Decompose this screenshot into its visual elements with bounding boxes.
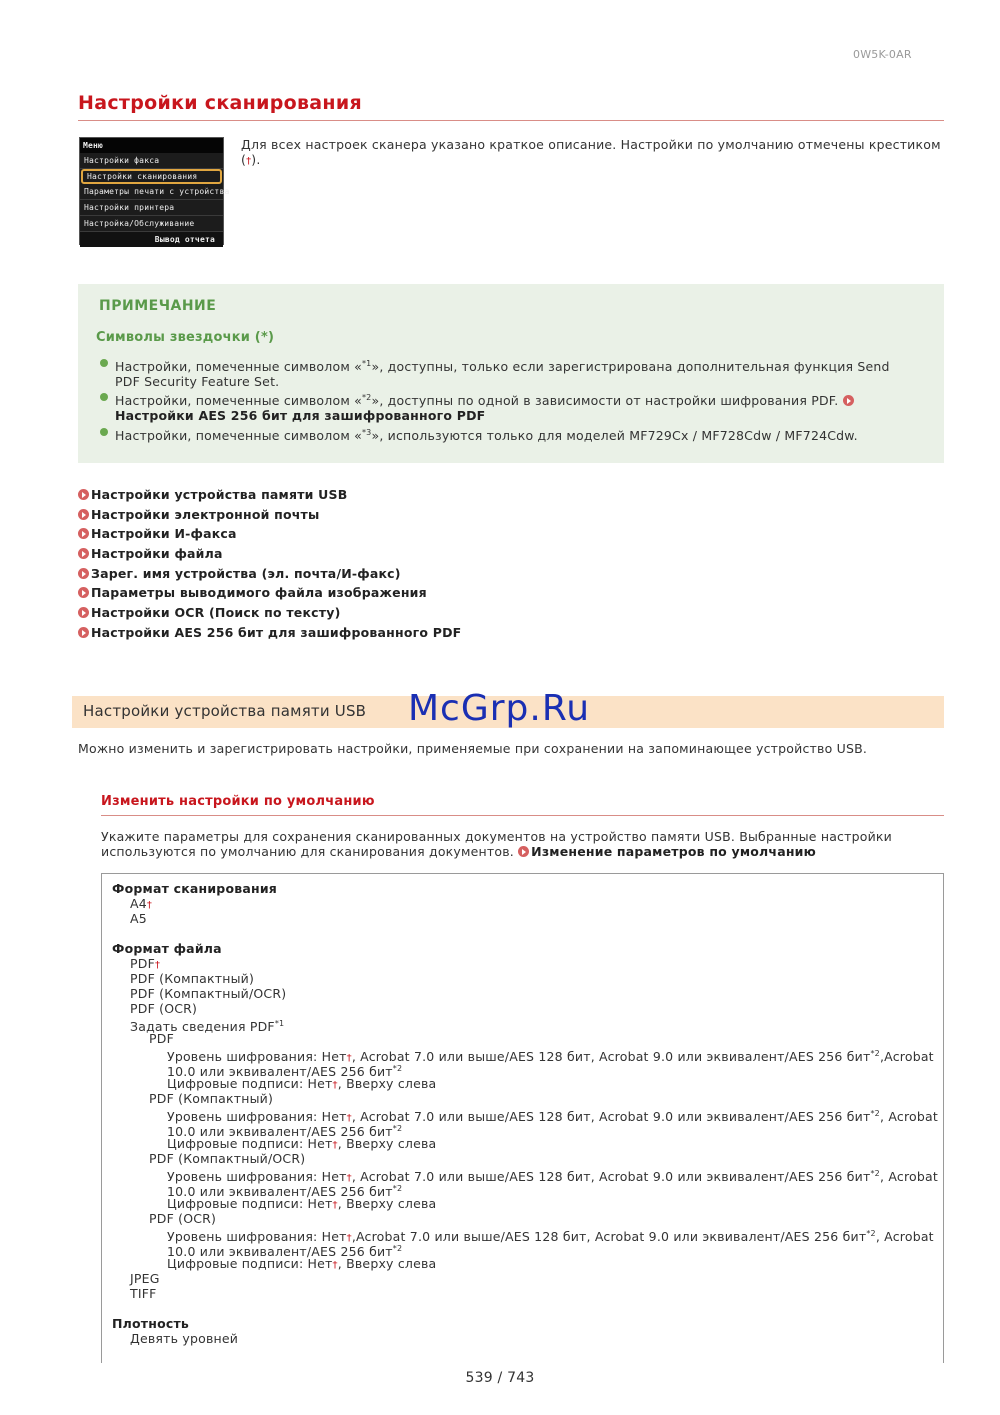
default-mark: †	[246, 156, 252, 167]
toc-link[interactable]: Настройки файла	[78, 546, 223, 561]
encryption-level-cont: 10.0 или эквивалент/AES 256 бит$^{*2}$	[167, 1184, 403, 1199]
note-item: Настройки, помеченные символом «$^{*3}$», используются только для моделей MF729Cx / MF728Cdw / MF724Cdw.	[100, 425, 910, 443]
bullet-icon	[100, 428, 108, 436]
document-id: 0W5K-0AR	[853, 48, 912, 61]
option-value: A5	[130, 911, 147, 926]
arrow-icon	[78, 607, 89, 618]
toc-link[interactable]: Настройки AES 256 бит для зашифрованного PDF	[78, 625, 461, 640]
option-subvalue: PDF (Компактный/OCR)	[149, 1151, 306, 1166]
option-value: PDF†	[130, 956, 161, 971]
subsection-title: Изменить настройки по умолчанию	[101, 794, 375, 809]
change-defaults-link[interactable]: Изменение параметров по умолчанию	[531, 844, 816, 859]
page-number: 539 / 743	[465, 1370, 535, 1386]
lcd-menu-item: Настройка/Обслуживание	[80, 216, 223, 232]
arrow-icon	[78, 587, 89, 598]
digital-signatures: Цифровые подписи: Нет†, Вверху слева	[167, 1196, 437, 1211]
subsection-description: Укажите параметры для сохранения сканированных документов на устройство памяти USB. Выбранные настройки используются по умолчанию для сканирования документов. Изменение параметров по умолчанию	[101, 829, 892, 859]
device-menu-screenshot	[79, 137, 230, 245]
bullet-icon	[100, 359, 108, 367]
option-value: PDF (OCR)	[130, 1001, 198, 1016]
toc-link[interactable]: Настройки электронной почты	[78, 507, 319, 522]
note-item: Настройки, помеченные символом «$^{*2}$», доступны по одной в зависимости от настройки шифрования PDF. Настройки AES 256 бит для зашифрованного PDF	[100, 390, 910, 423]
note-subheading: Символы звездочки (*)	[96, 330, 275, 345]
option-value: PDF (Компактный/OCR)	[130, 986, 287, 1001]
option-value: Задать сведения PDF$^{*1}$	[130, 1019, 285, 1034]
encryption-level: Уровень шифрования: Нет†, Acrobat 7.0 или выше/AES 128 бит, Acrobat 9.0 или эквивалент/AES 256 бит$^{*2}$, Acrobat	[167, 1109, 938, 1124]
arrow-icon	[78, 509, 89, 520]
aes-settings-link[interactable]: Настройки AES 256 бит для зашифрованного PDF	[115, 408, 486, 423]
bullet-icon	[100, 393, 108, 401]
option-label: Плотность	[112, 1316, 190, 1331]
encryption-level: Уровень шифрования: Нет†, Acrobat 7.0 или выше/AES 128 бит, Acrobat 9.0 или эквивалент/AES 256 бит$^{*2}$,Acrobat	[167, 1049, 934, 1064]
intro-text: Для всех настроек сканера указано краткое описание. Настройки по умолчанию отмечены крестиком (†).	[241, 137, 941, 167]
page-title: Настройки сканирования	[78, 92, 362, 114]
arrow-icon	[518, 846, 529, 857]
option-value: TIFF	[130, 1286, 157, 1301]
arrow-icon	[843, 395, 854, 406]
digital-signatures: Цифровые подписи: Нет†, Вверху слева	[167, 1076, 437, 1091]
title-divider	[78, 120, 944, 121]
arrow-icon	[78, 568, 89, 579]
lcd-menu-header: Меню	[80, 138, 223, 153]
encryption-level: Уровень шифрования: Нет†,Acrobat 7.0 или выше/AES 128 бит, Acrobat 9.0 или эквивалент/AES 256 бит$^{*2}$, Acrobat	[167, 1229, 934, 1244]
option-value: Девять уровней	[130, 1331, 239, 1346]
option-value: JPEG	[130, 1271, 160, 1286]
encryption-level-cont: 10.0 или эквивалент/AES 256 бит$^{*2}$	[167, 1244, 403, 1259]
option-subvalue: PDF (OCR)	[149, 1211, 217, 1226]
arrow-icon	[78, 548, 89, 559]
arrow-icon	[78, 627, 89, 638]
lcd-menu-item: Настройки факса	[80, 153, 223, 169]
lcd-menu-item: Параметры печати с устройства	[80, 184, 223, 200]
digital-signatures: Цифровые подписи: Нет†, Вверху слева	[167, 1136, 437, 1151]
option-label: Формат сканирования	[112, 881, 278, 896]
encryption-level-cont: 10.0 или эквивалент/AES 256 бит$^{*2}$	[167, 1124, 403, 1139]
toc-link[interactable]: Настройки И-факса	[78, 526, 237, 541]
lcd-menu-footer: Вывод отчета	[80, 232, 223, 247]
watermark: McGrp.Ru	[408, 688, 591, 729]
arrow-icon	[78, 528, 89, 539]
subsection-divider	[101, 815, 944, 816]
lcd-menu-item: Настройки принтера	[80, 200, 223, 216]
toc-link[interactable]: Настройки устройства памяти USB	[78, 487, 347, 502]
option-label: Формат файла	[112, 941, 222, 956]
option-value: A4†	[130, 896, 153, 911]
section-description: Можно изменить и зарегистрировать настройки, применяемые при сохранении на запоминающее устройство USB.	[78, 741, 868, 756]
encryption-level-cont: 10.0 или эквивалент/AES 256 бит$^{*2}$	[167, 1064, 403, 1079]
encryption-level: Уровень шифрования: Нет†, Acrobat 7.0 или выше/AES 128 бит, Acrobat 9.0 или эквивалент/AES 256 бит$^{*2}$, Acrobat	[167, 1169, 938, 1184]
note-item: Настройки, помеченные символом «$^{*1}$», доступны, только если зарегистрирована дополнительная функция Send PDF Security Feature Set.	[100, 356, 910, 389]
option-subvalue: PDF	[149, 1031, 174, 1046]
settings-list-box	[101, 873, 944, 1363]
toc-link[interactable]: Настройки OCR (Поиск по тексту)	[78, 605, 340, 620]
toc-link[interactable]: Параметры выводимого файла изображения	[78, 585, 427, 600]
toc-link[interactable]: Зарег. имя устройства (эл. почта/И-факс)	[78, 566, 401, 581]
note-heading: ПРИМЕЧАНИЕ	[99, 298, 217, 314]
arrow-icon	[78, 489, 89, 500]
lcd-menu-item-selected: Настройки сканирования	[81, 169, 222, 184]
section-title: Настройки устройства памяти USB	[83, 702, 367, 720]
option-value: PDF (Компактный)	[130, 971, 255, 986]
option-subvalue: PDF (Компактный)	[149, 1091, 274, 1106]
digital-signatures: Цифровые подписи: Нет†, Вверху слева	[167, 1256, 437, 1271]
